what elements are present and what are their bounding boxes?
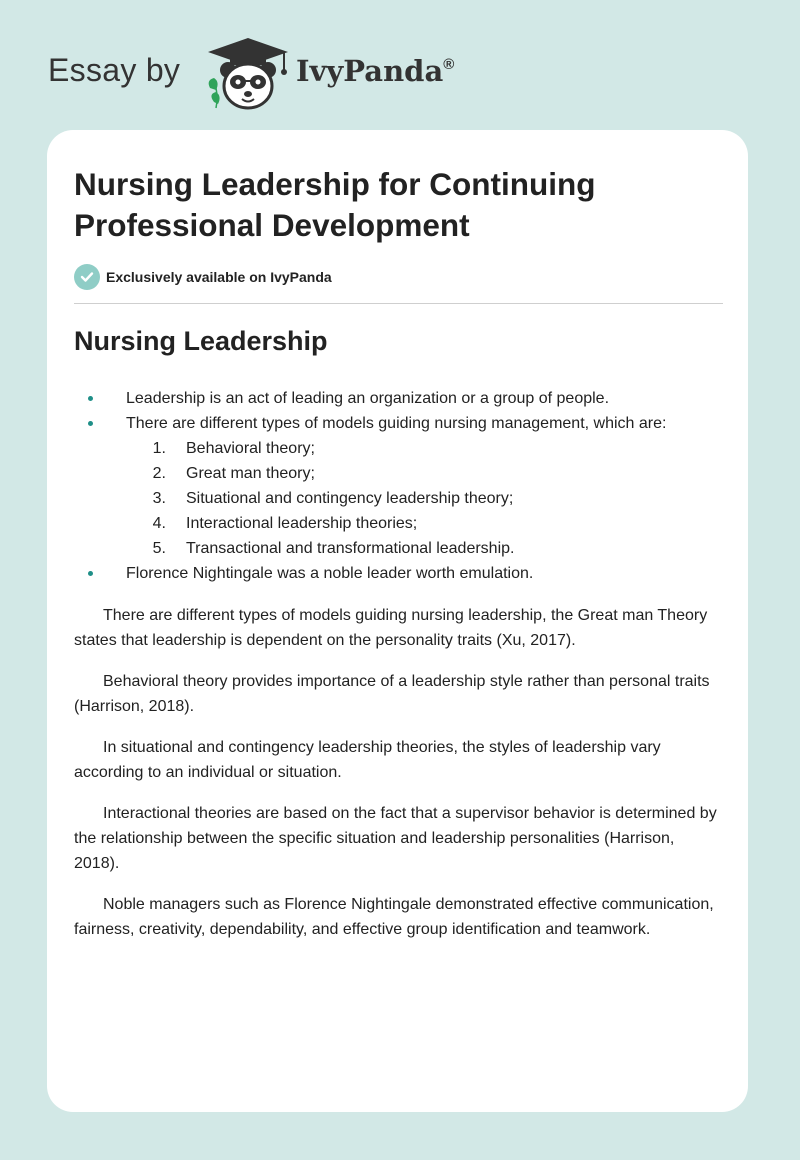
bullet-item: Florence Nightingale was a noble leader worth emulation. [74,561,724,586]
brand-header[interactable] [48,34,468,114]
exclusive-text: Exclusively available on IvyPanda [106,269,332,285]
article-body [74,386,724,942]
check-icon [74,264,100,290]
panda-logo-icon [204,36,292,112]
numbered-item: 5. Transactional and transformational leadership. [152,540,515,557]
brand-prefix: Essay by [48,52,181,88]
bullet-dot-icon [88,571,93,576]
numbered-item: 4. Interactional leadership theories; [152,515,418,532]
section-heading: Nursing Leadership [74,326,328,356]
numbered-item: 3. Situational and contingency leadership theory; [152,490,514,507]
bullet-dot-icon [88,421,93,426]
divider [74,303,723,304]
article-card [47,130,748,1112]
paragraph: There are different types of models guiding nursing leadership, the Great man Theory states that leadership is dependent on the personality traits (Xu, 2017). [74,607,708,649]
article-title: Nursing Leadership for Continuing Professional Development [74,166,596,243]
bullet-item: There are different types of models guiding nursing management, which are: [74,411,724,436]
paragraph: In situational and contingency leadership theories, the styles of leadership vary according to an individual or situation. [74,739,661,781]
paragraph: Interactional theories are based on the fact that a supervisor behavior is determined by the relationship between the specific situation and leadership personalities (Harrison, 2018). [74,805,717,872]
paragraph: Noble managers such as Florence Nightingale demonstrated effective communication, fairness, creativity, dependability, and effective group identification and teamwork. [74,896,714,938]
exclusive-badge [74,264,332,290]
bullet-dot-icon [88,396,93,401]
numbered-item: 2. Great man theory; [152,465,315,482]
numbered-item: 1. Behavioral theory; [152,440,315,457]
paragraph: Behavioral theory provides importance of a leadership style rather than personal traits (Harrison, 2018). [74,673,710,715]
bullet-item: Leadership is an act of leading an organization or a group of people. [74,386,724,411]
brand-name: IvyPanda® [296,54,455,88]
